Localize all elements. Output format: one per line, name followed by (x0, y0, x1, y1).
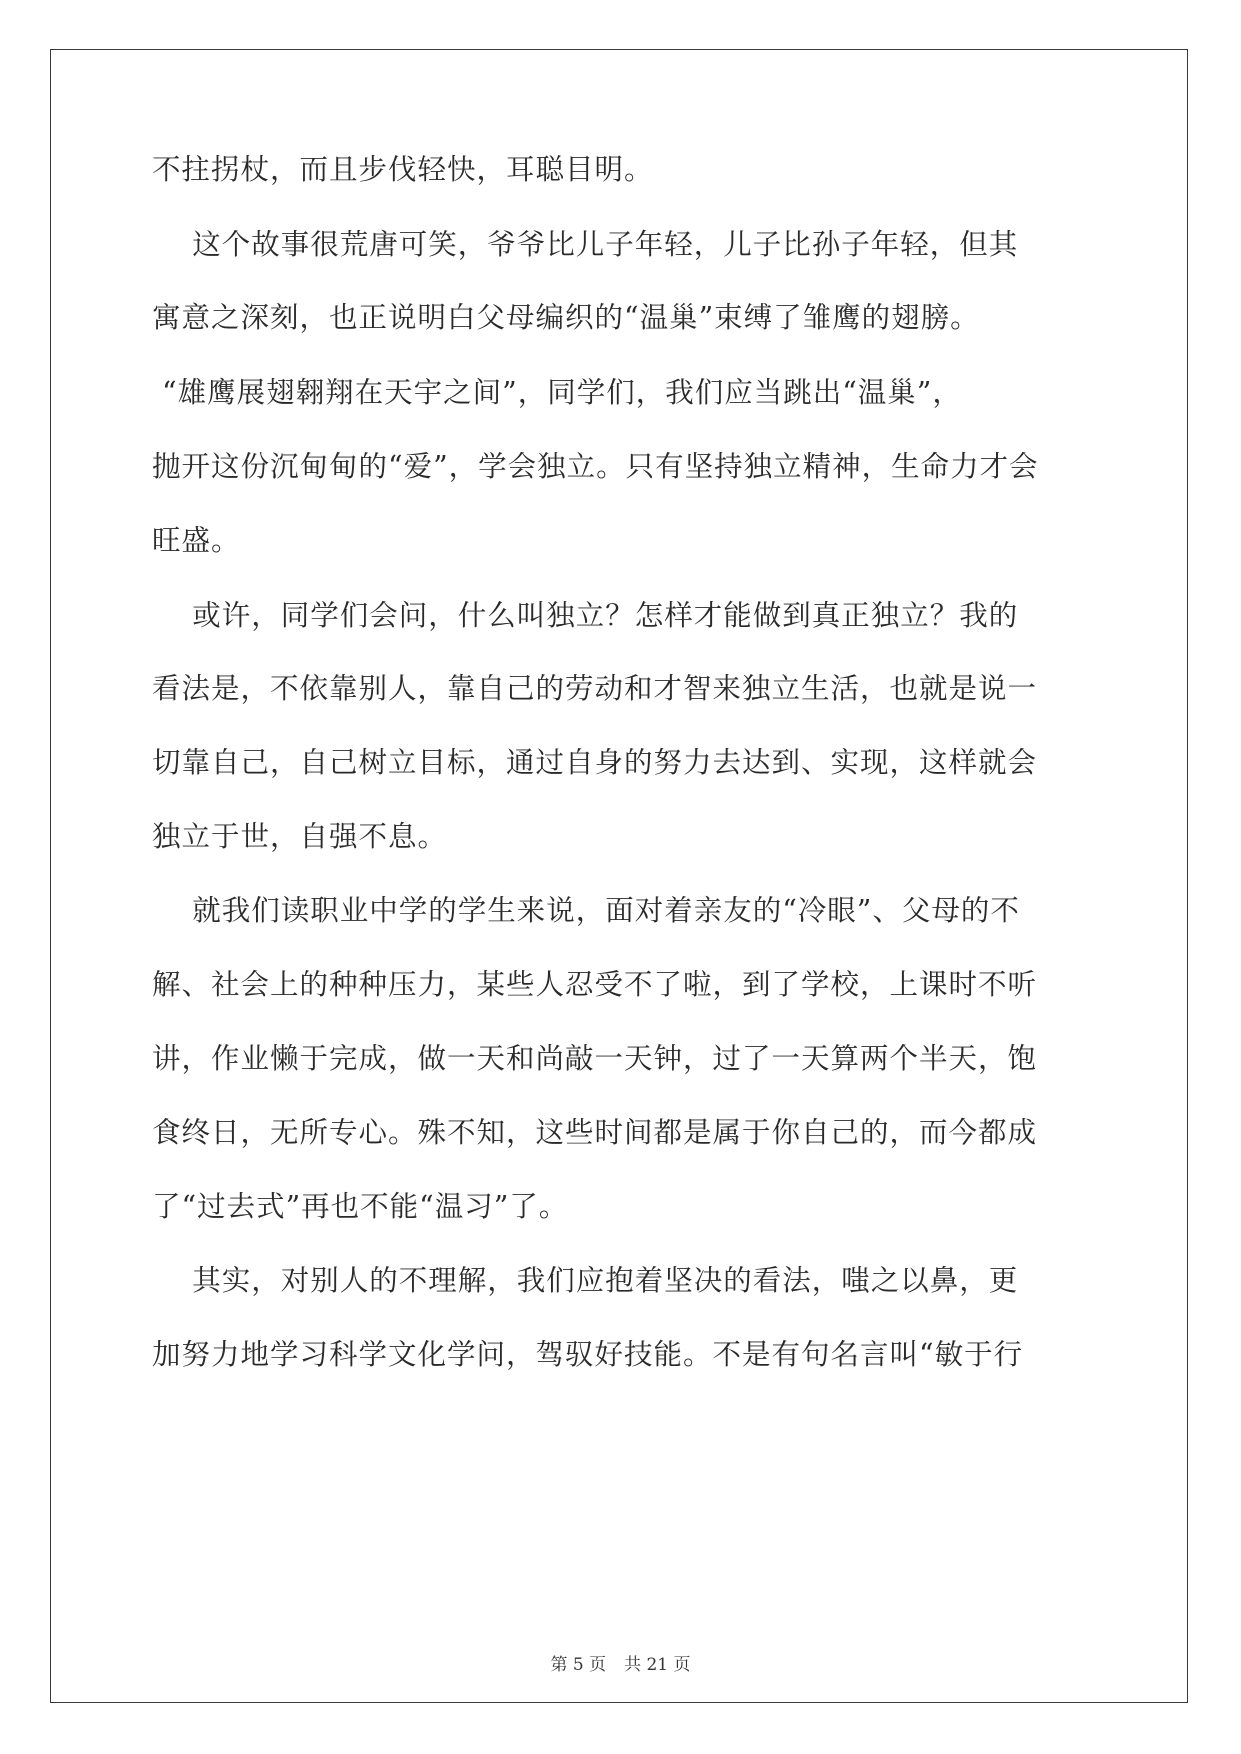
text-line: 切靠自己，自己树立目标，通过自身的努力去达到、实现，这样就会 (152, 746, 1038, 779)
text-line: 寓意之深刻，也正说明白父母编织的“温巢”束缚了雏鹰的翅膀。 (152, 301, 980, 334)
text-line: 这个故事很荒唐可笑，爷爷比儿子年轻，儿子比孙子年轻，但其 (152, 228, 1019, 261)
page-footer (0, 1654, 1241, 1676)
text-line: 食终日，无所专心。殊不知，这些时间都是属于你自己的，而今都成 (152, 1116, 1038, 1149)
text-line: 看法是，不依靠别人，靠自己的劳动和才智来独立生活，也就是说一 (152, 672, 1038, 705)
page-total: 共 21 页 (624, 1655, 691, 1675)
text-line: 了“过去式”再也不能“温习”了。 (152, 1190, 569, 1223)
text-line: 独立于世，自强不息。 (152, 820, 448, 853)
text-line: 讲，作业懒于完成，做一天和尚敲一天钟，过了一天算两个半天，饱 (152, 1042, 1038, 1075)
text-line: “雄鹰展翅翱翔在天宇之间”，同学们，我们应当跳出“温巢”， (152, 376, 962, 409)
text-line: 就我们读职业中学的学生来说，面对着亲友的“冷眼”、父母的不 (152, 894, 1020, 927)
text-line: 不拄拐杖，而且步伐轻快，耳聪目明。 (152, 153, 654, 186)
text-line: 抛开这份沉甸甸的“爱”，学会独立。只有坚持独立精神，生命力才会 (152, 450, 1039, 483)
text-line: 其实，对别人的不理解，我们应抱着坚决的看法，嗤之以鼻，更 (152, 1264, 1019, 1297)
text-line: 解、社会上的种种压力，某些人忍受不了啦，到了学校，上课时不听 (152, 968, 1038, 1001)
page-number: 第 5 页 (550, 1655, 607, 1675)
text-line: 或许，同学们会问，什么叫独立？怎样才能做到真正独立？我的 (152, 599, 1019, 632)
page-border (50, 49, 1188, 1703)
text-line: 旺盛。 (152, 524, 241, 557)
text-line: 加努力地学习科学文化学问，驾驭好技能。不是有句名言叫“敏于行 (152, 1338, 1024, 1371)
